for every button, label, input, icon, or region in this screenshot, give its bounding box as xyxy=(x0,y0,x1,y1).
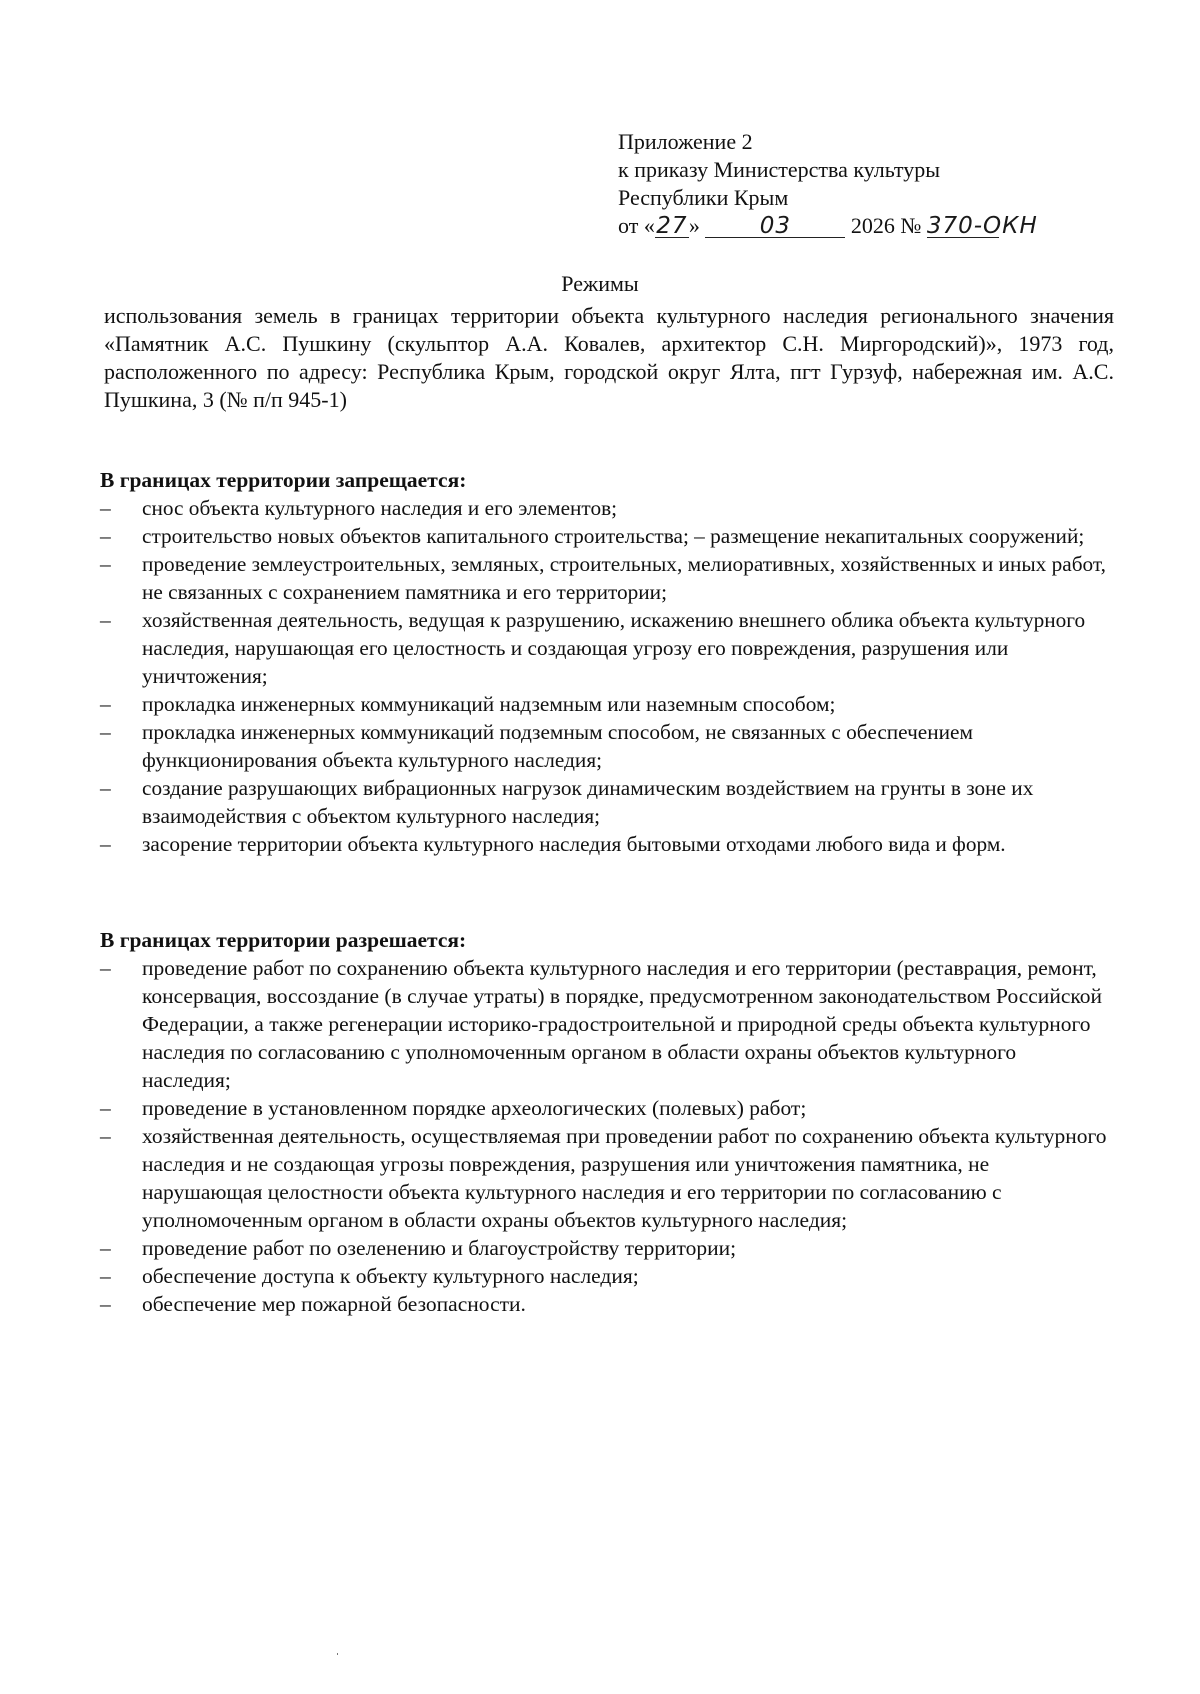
bullet-dash: – xyxy=(100,1124,111,1148)
annex-date-line xyxy=(618,212,1038,240)
forbidden-item: – проведение землеустроительных, земляных, строительных, мелиоративных, хозяйственных и иных работ, не связанных с сохранением памятника и его территории; xyxy=(100,552,1106,604)
date-quote-close: » xyxy=(688,213,700,238)
forbidden-item: – прокладка инженерных коммуникаций надземным или наземным способом; xyxy=(100,692,836,716)
forbidden-section xyxy=(100,466,1110,858)
date-prefix: от « xyxy=(618,213,655,238)
bullet-dash: – xyxy=(100,720,111,744)
bullet-dash: – xyxy=(100,552,111,576)
allowed-item: – обеспечение мер пожарной безопасности. xyxy=(100,1292,526,1316)
allowed-section xyxy=(100,926,1110,1318)
bullet-dash: – xyxy=(100,1236,111,1260)
forbidden-item: – снос объекта культурного наследия и его элементов; xyxy=(100,496,618,520)
annex-title: Приложение 2 xyxy=(618,129,753,154)
bullet-dash: – xyxy=(100,608,111,632)
bullet-dash: – xyxy=(100,1264,111,1288)
date-day-handwritten: 27 xyxy=(656,213,688,239)
bullet-dash: – xyxy=(100,956,111,980)
allowed-item: – хозяйственная деятельность, осуществляемая при проведении работ по сохранению объекта культурного наследия и не создающая угрозы повреждения, разрушения или уничтожения памятника, не нарушающая целостности объекта культурного наследия и его территории по согласованию с уполномоченным органом в области охраны объектов культурного наследия; xyxy=(100,1124,1107,1232)
scan-speck xyxy=(337,1653,338,1655)
forbidden-item: – хозяйственная деятельность, ведущая к разрушению, искажению внешнего облика объекта культурного наследия, нарушающая его целостность и создающая угрозу его повреждения, разрушения или уничтожения; xyxy=(100,608,1086,688)
bullet-dash: – xyxy=(100,832,111,856)
allowed-item: – обеспечение доступа к объекту культурного наследия; xyxy=(100,1264,639,1288)
date-year: 2026 № xyxy=(850,213,922,238)
bullet-dash: – xyxy=(100,1292,111,1316)
forbidden-item: – засорение территории объекта культурного наследия бытовыми отходами любого вида и форм. xyxy=(100,832,1006,856)
bullet-dash: – xyxy=(100,496,111,520)
forbidden-title: В границах территории запрещается: xyxy=(100,468,467,492)
annex-block xyxy=(618,128,1038,240)
annex-region: Республики Крым xyxy=(618,185,789,210)
date-month-handwritten: 03 xyxy=(705,215,845,238)
allowed-item: – проведение работ по озеленению и благоустройству территории; xyxy=(100,1236,737,1260)
forbidden-item: – прокладка инженерных коммуникаций подземным способом, не связанных с обеспечением функционирования объекта культурного наследия; xyxy=(100,720,973,772)
forbidden-item: – строительство новых объектов капитального строительства; – размещение некапитальных сооружений; xyxy=(100,524,1085,548)
allowed-item: – проведение в установленном порядке археологических (полевых) работ; xyxy=(100,1096,807,1120)
bullet-dash: – xyxy=(100,1096,111,1120)
bullet-dash: – xyxy=(100,692,111,716)
document-heading: Режимы xyxy=(561,271,639,296)
document-intro: использования земель в границах территории объекта культурного наследия регионального значения «Памятник А.С. Пушкину (скульптор А.А. Ковалев, архитектор С.Н. Миргородский)», 1973 год, расположенного по адресу: Республика Крым, городской округ Ялта, пгт Гурзуф, набережная им. А.С. Пушкина, 3 (№ п/п 945-1) xyxy=(104,303,1114,412)
allowed-title: В границах территории разрешается: xyxy=(100,928,467,952)
annex-order-ref: к приказу Министерства культуры xyxy=(618,157,941,182)
bullet-dash: – xyxy=(100,776,111,800)
forbidden-item: – создание разрушающих вибрационных нагрузок динамическим воздействием на грунты в зоне их взаимодействия с объектом культурного наследия; xyxy=(100,776,1034,828)
allowed-item: – проведение работ по сохранению объекта культурного наследия и его территории (реставрация, ремонт, консервация, воссоздание (в случае утраты) в порядке, предусмотренном законодательством Российской Федерации, а также регенерации историко-градостроительной и природной среды объекта культурного наследия по согласованию с уполномоченным органом в области охраны объектов культурного наследия; xyxy=(100,956,1102,1092)
order-number-handwritten: 370-ОКН xyxy=(926,213,1038,239)
bullet-dash: – xyxy=(100,524,111,548)
